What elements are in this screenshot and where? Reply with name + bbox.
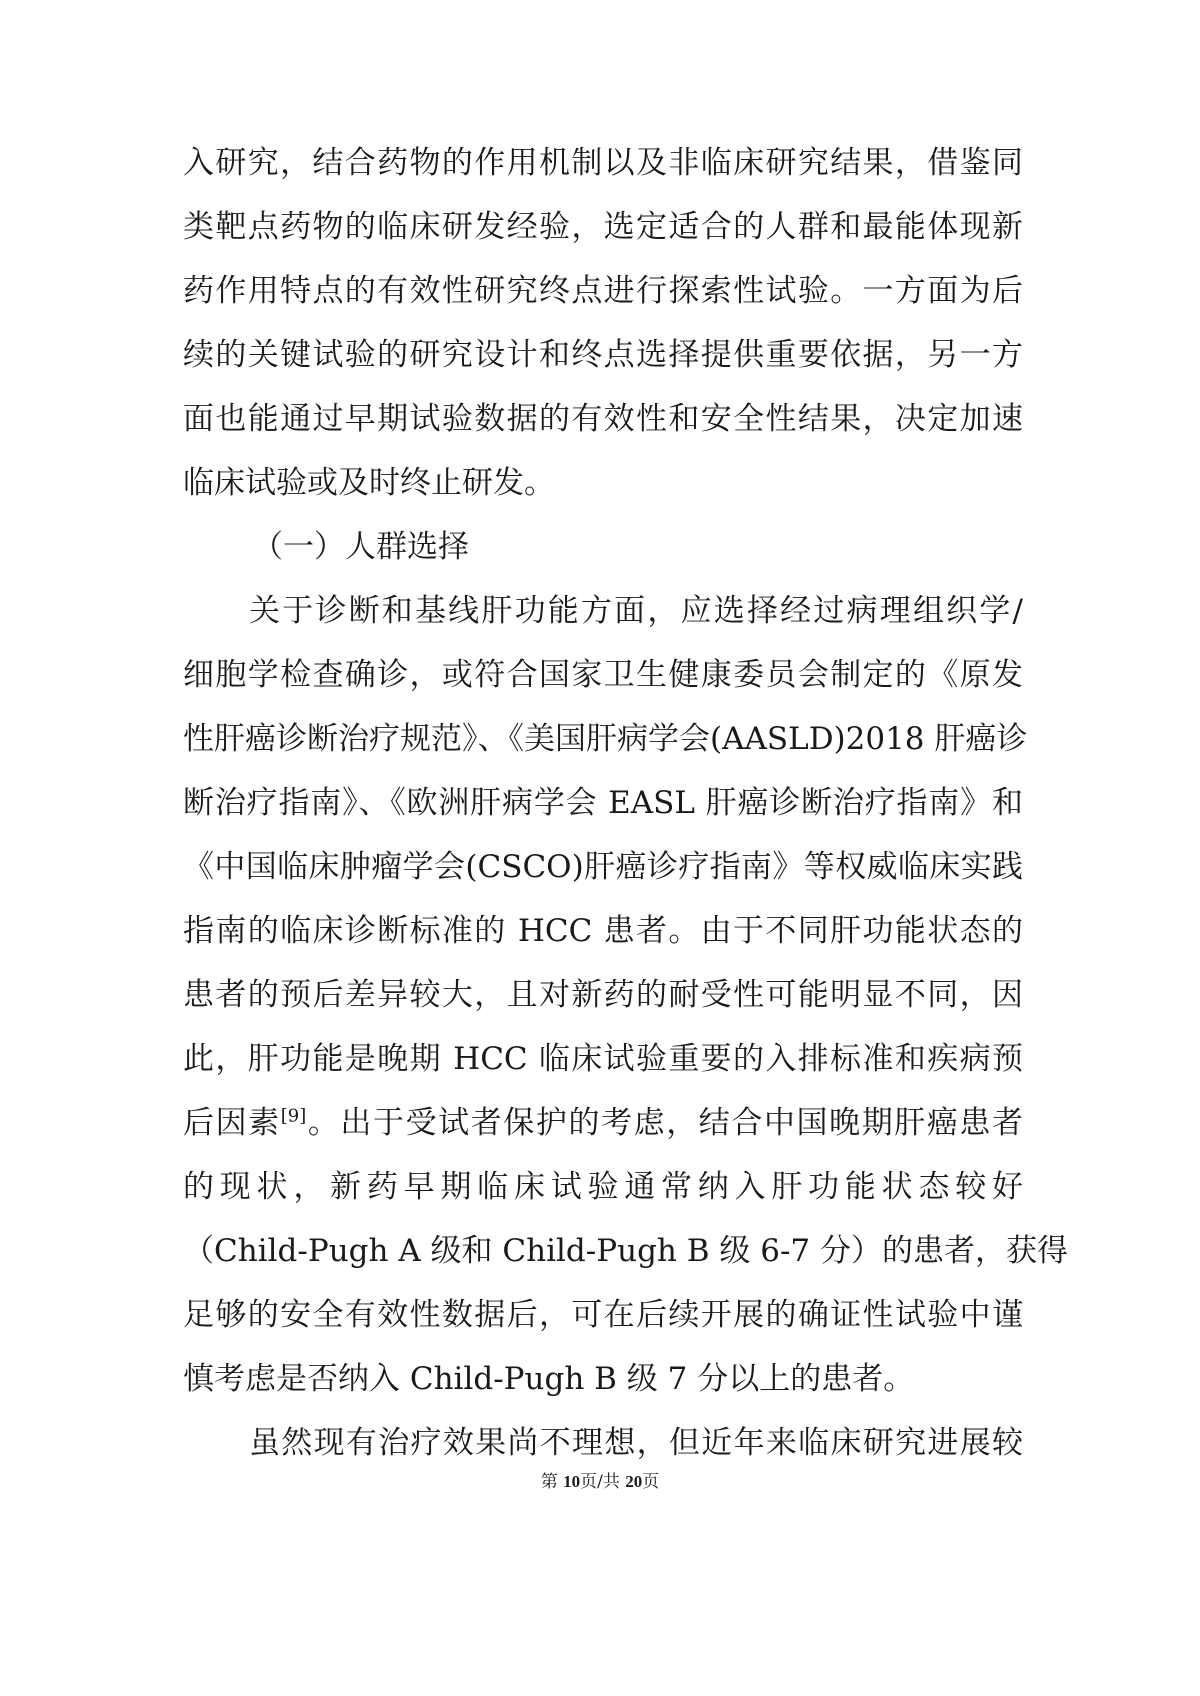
- current-page-number: 10: [563, 1472, 581, 1491]
- paragraph-line: 类靶点药物的临床研发经验，选定适合的人群和最能体现新: [183, 209, 1023, 245]
- footer-text: 页/共: [580, 1472, 626, 1492]
- paragraph-line: 入研究，结合药物的作用机制以及非临床研究结果，借鉴同: [183, 145, 1023, 181]
- paragraph-line: 性肝癌诊断治疗规范》、《美国肝病学会(AASLD)2018 肝癌诊: [183, 721, 1028, 757]
- section-heading: （一）人群选择: [252, 529, 469, 565]
- paragraph-line: 慎考虑是否纳入 Child-Pugh B 级 7 分以上的患者。: [183, 1361, 915, 1397]
- paragraph-line: 断治疗指南》、《欧洲肝病学会 EASL 肝癌诊断治疗指南》和: [183, 785, 1023, 821]
- paragraph-line: 药作用特点的有效性研究终点进行探索性试验。一方面为后: [183, 273, 1023, 309]
- paragraph-line: 指南的临床诊断标准的 HCC 患者。由于不同肝功能状态的: [183, 913, 1023, 949]
- paragraph-line: 足够的安全有效性数据后，可在后续开展的确证性试验中谨: [183, 1297, 1023, 1333]
- paragraph-line: 《中国临床肿瘤学会(CSCO)肝癌诊疗指南》等权威临床实践: [183, 849, 1023, 885]
- footer-text: 第: [540, 1472, 564, 1492]
- paragraph-line: 细胞学检查确诊，或符合国家卫生健康委员会制定的《原发: [183, 657, 1023, 693]
- footer-text: 页: [642, 1472, 660, 1492]
- paragraph-line: 患者的预后差异较大，且对新药的耐受性可能明显不同，因: [183, 977, 1023, 1013]
- total-page-number: 20: [625, 1472, 643, 1491]
- paragraph-line: 临床试验或及时终止研发。: [183, 465, 555, 501]
- paragraph-line: 的现状，新药早期临床试验通常纳入肝功能状态较好: [183, 1169, 1023, 1205]
- citation-reference: [9]: [280, 1105, 307, 1127]
- paragraph-line: 虽然现有治疗效果尚不理想，但近年来临床研究进展较: [249, 1425, 1023, 1461]
- paragraph-line: 续的关键试验的研究设计和终点选择提供重要依据，另一方: [183, 337, 1023, 373]
- paragraph-line-with-citation: [183, 1091, 1023, 1155]
- page-number-footer: [0, 1467, 1200, 1492]
- line-text: 后因素: [183, 1105, 281, 1141]
- paragraph-line: 此，肝功能是晚期 HCC 临床试验重要的入排标准和疾病预: [183, 1041, 1023, 1077]
- paragraph-line: （Child-Pugh A 级和 Child-Pugh B 级 6-7 分）的患者，获得: [183, 1233, 1068, 1269]
- line-text: 。出于受试者保护的考虑，结合中国晚期肝癌患者: [306, 1105, 1024, 1141]
- paragraph-line: 关于诊断和基线肝功能方面，应选择经过病理组织学/: [249, 593, 1023, 629]
- paragraph-line: 面也能通过早期试验数据的有效性和安全性结果，决定加速: [183, 401, 1023, 437]
